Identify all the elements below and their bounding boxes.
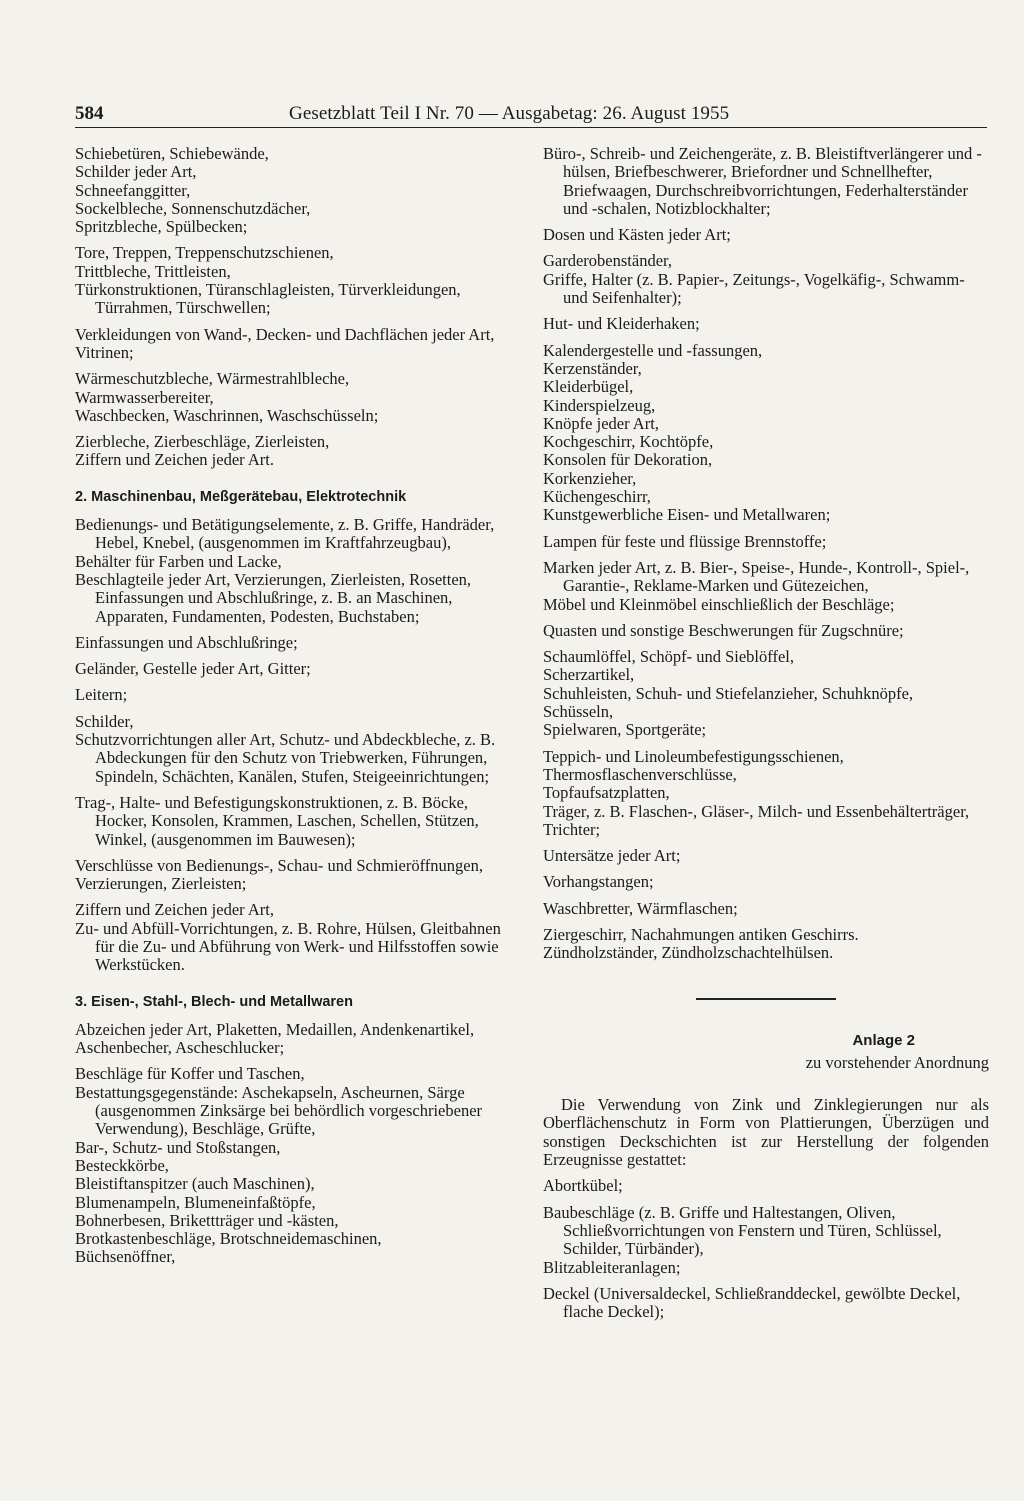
list-item: Untersätze jeder Art; xyxy=(543,846,681,866)
list-item: Geländer, Gestelle jeder Art, Gitter; xyxy=(75,659,311,679)
section-2-heading: 2. Maschinenbau, Meßgerätebau, Elektrotechnik xyxy=(75,488,407,505)
list-item: Trichter; xyxy=(543,819,601,839)
right-list xyxy=(543,145,989,963)
annex-title: Anlage 2 xyxy=(852,1031,915,1049)
list-item: Verzierungen, Zierleisten; xyxy=(75,874,247,894)
list-item: Schiebetüren, Schiebewände, xyxy=(75,144,269,163)
list-item: Verschlüsse von Bedienungs-, Schau- und Schmieröffnungen, xyxy=(75,855,483,875)
paragraph xyxy=(543,926,989,963)
paragraph xyxy=(543,1285,989,1322)
list-item: Zierbleche, Zierbeschläge, Zierleisten, xyxy=(75,432,330,452)
section-3-heading: 3. Eisen-, Stahl-, Blech- und Metallwaren xyxy=(75,993,353,1010)
paragraph xyxy=(543,847,989,865)
list-item: Trag-, Halte- und Befestigungskonstruktionen, z. B. Böcke, Hocker, Konsolen, Krammen, Laschen, Schellen, Stützen, Winkel, (ausgenommen im Bauwesen); xyxy=(75,792,479,849)
separator-rule xyxy=(696,998,836,1000)
list-item: Beschläge für Koffer und Taschen, xyxy=(75,1064,305,1084)
list-item: Behälter für Farben und Lacke, xyxy=(75,551,282,571)
paragraph xyxy=(75,145,520,236)
list-item: Wärmeschutzbleche, Wärmestrahlbleche, xyxy=(75,369,350,389)
left-column xyxy=(75,145,520,1275)
paragraph xyxy=(543,622,989,640)
list-item: Abortkübel; xyxy=(543,1176,623,1196)
list-item: Zündholzständer, Zündholzschachtelhülsen. xyxy=(543,943,834,963)
list-item: Schüsseln, xyxy=(543,702,614,722)
paragraph xyxy=(75,901,520,974)
list-item: Kleiderbügel, xyxy=(543,377,634,397)
list-item: Waschbecken, Waschrinnen, Waschschüsseln; xyxy=(75,405,379,425)
list-item: Bedienungs- und Betätigungselemente, z. B. Griffe, Handräder, Hebel, Knebel, (ausgenommen im Kraftfahrzeugbau), xyxy=(75,515,495,553)
list-item: Schutzvorrichtungen aller Art, Schutz- und Abdeckbleche, z. B. Abdeckungen für den Schutz von Triebwerken, Führungen, Spindeln, Schächten, Kanälen, Stufen, Steigeeinrichtungen; xyxy=(75,730,496,786)
paragraph xyxy=(75,1065,520,1266)
list-item: Schneefanggitter, xyxy=(75,180,191,200)
paragraph xyxy=(75,857,520,894)
list-item: Marken jeder Art, z. B. Bier-, Speise-, Hunde-, Kontroll-, Spiel-, Garantie-, Reklame-Marken und Gütezeichen, xyxy=(543,557,970,596)
list-item: Kunstgewerbliche Eisen- und Metallwaren; xyxy=(543,505,831,525)
page-header xyxy=(75,103,987,128)
list-item: Warmwasserbereiter, xyxy=(75,387,214,407)
list-item: Besteckkörbe, xyxy=(75,1155,169,1175)
list-item: Türkonstruktionen, Türanschlagleisten, Türverkleidungen, Türrahmen, Türschwellen; xyxy=(75,280,461,318)
paragraph xyxy=(543,533,989,551)
paragraph xyxy=(75,433,520,470)
list-item: Knöpfe jeder Art, xyxy=(543,413,659,433)
paragraph xyxy=(543,226,989,244)
list-item: Topfaufsatzplatten, xyxy=(543,783,670,803)
list-item: Küchengeschirr, xyxy=(543,487,651,507)
list-item: Vorhangstangen; xyxy=(543,872,654,892)
list-item: Ziffern und Zeichen jeder Art, xyxy=(75,900,274,920)
paragraph xyxy=(543,559,989,614)
list-item: Sockelbleche, Sonnenschutzdächer, xyxy=(75,198,311,218)
list-item: Schilder jeder Art, xyxy=(75,162,197,182)
list-item: Büchsenöffner, xyxy=(75,1247,176,1267)
list-item: Waschbretter, Wärmflaschen; xyxy=(543,898,738,918)
list-item: Bestattungsgegenstände: Aschekapseln, Ascheurnen, Särge (ausgenommen Zinksärge bei behördlich vorgeschriebener Verwendung), Beschläge, Grüfte, xyxy=(75,1082,483,1139)
page-number: 584 xyxy=(75,103,104,124)
list-item: Büro-, Schreib- und Zeichengeräte, z. B. Bleistiftverlängerer und -hülsen, Briefbeschwerer, Briefordner und Schnellhefter, Briefwaagen, Durchschreibvorrichtungen, Federhalterständer und -schalen, Notizblockhalter; xyxy=(543,144,982,218)
list-item: Verkleidungen von Wand-, Decken- und Dachflächen jeder Art, xyxy=(75,324,495,344)
list-item: Leitern; xyxy=(75,685,128,705)
list-item: Konsolen für Dekoration, xyxy=(543,450,713,470)
list-item: Baubeschläge (z. B. Griffe und Haltestangen, Oliven, Schließvorrichtungen von Fenstern und Türen, Schlüssel, Schilder, Türbänder), xyxy=(543,1202,942,1259)
list-item: Bar-, Schutz- und Stoßstangen, xyxy=(75,1137,281,1157)
list-item: Kinderspielzeug, xyxy=(543,395,656,415)
paragraph xyxy=(543,748,989,839)
paragraph xyxy=(75,1021,520,1058)
paragraph xyxy=(543,648,989,739)
list-item: Kalendergestelle und -fassungen, xyxy=(543,340,763,360)
list-item: Spritzbleche, Spülbecken; xyxy=(75,217,248,237)
paragraph xyxy=(75,370,520,425)
list-item: Einfassungen und Abschlußringe; xyxy=(75,632,298,652)
paragraph xyxy=(75,326,520,363)
list-item: Bleistiftanspitzer (auch Maschinen), xyxy=(75,1174,315,1194)
list-item: Deckel (Universaldeckel, Schließranddeckel, gewölbte Deckel, flache Deckel); xyxy=(543,1283,961,1322)
list-item: Garderobenständer, xyxy=(543,251,672,271)
list-item: Korkenzieher, xyxy=(543,468,637,488)
list-item: Ziergeschirr, Nachahmungen antiken Geschirrs. xyxy=(543,924,859,944)
paragraph xyxy=(75,794,520,849)
list-item: Dosen und Kästen jeder Art; xyxy=(543,225,731,245)
section-2-list xyxy=(75,516,520,975)
paragraph xyxy=(75,634,520,652)
paragraph xyxy=(543,873,989,891)
list-item: Schuhleisten, Schuh- und Stiefelanzieher, Schuhknöpfe, xyxy=(543,683,914,703)
left-top-list xyxy=(75,145,520,470)
list-item: Blitzableiteranlagen; xyxy=(543,1257,681,1277)
paragraph xyxy=(543,252,989,307)
list-item: Teppich- und Linoleumbefestigungsschienen, xyxy=(543,746,844,766)
list-item: Möbel und Kleinmöbel einschließlich der Beschläge; xyxy=(543,594,895,614)
list-item: Scherzartikel, xyxy=(543,665,635,685)
list-item: Tore, Treppen, Treppenschutzschienen, xyxy=(75,243,334,263)
list-item: Bohnerbesen, Brikettträger und -kästen, xyxy=(75,1210,339,1230)
list-item: Abzeichen jeder Art, Plaketten, Medaillen, Andenkenartikel, xyxy=(75,1019,475,1039)
paragraph xyxy=(75,660,520,678)
annex-intro: Die Verwendung von Zink und Zinklegierungen nur als Oberflächenschutz in Form von Plattierungen, Überzügen und sonstigen Deckschichten ist zur Herstellung der folgenden Erzeugnisse gestattet: xyxy=(543,1095,989,1170)
paragraph xyxy=(543,1204,989,1277)
list-item: Zu- und Abfüll-Vorrichtungen, z. B. Rohre, Hülsen, Gleitbahnen für die Zu- und Abführung von Werk- und Hilfsstoffen sowie Werkstücken. xyxy=(75,918,501,975)
paragraph xyxy=(75,686,520,704)
paragraph xyxy=(543,315,989,333)
list-item: Spielwaren, Sportgeräte; xyxy=(543,720,707,740)
annex-list xyxy=(543,1177,989,1321)
list-item: Blumenampeln, Blumeneinfaßtöpfe, xyxy=(75,1192,316,1212)
list-item: Träger, z. B. Flaschen-, Gläser-, Milch- und Essenbehälterträger, xyxy=(543,801,970,821)
list-item: Kochgeschirr, Kochtöpfe, xyxy=(543,432,714,452)
list-item: Beschlagteile jeder Art, Verzierungen, Zierleisten, Rosetten, Einfassungen und Abschlußringe, z. B. an Maschinen, Apparaten, Fundamenten, Podesten, Buchstaben; xyxy=(75,569,472,626)
list-item: Lampen für feste und flüssige Brennstoffe; xyxy=(543,531,827,551)
running-head: Gesetzblatt Teil I Nr. 70 — Ausgabetag: 26. August 1955 xyxy=(289,103,730,124)
paragraph xyxy=(75,713,520,786)
paragraph xyxy=(75,244,520,317)
paragraph xyxy=(543,900,989,918)
list-item: Hut- und Kleiderhaken; xyxy=(543,314,700,334)
paragraph xyxy=(543,1177,989,1195)
annex-subtitle: zu vorstehender Anordnung xyxy=(805,1052,989,1072)
paragraph xyxy=(75,516,520,626)
list-item: Trittbleche, Trittleisten, xyxy=(75,261,231,281)
list-item: Quasten und sonstige Beschwerungen für Zugschnüre; xyxy=(543,620,904,640)
list-item: Ziffern und Zeichen jeder Art. xyxy=(75,450,274,470)
list-item: Schaumlöffel, Schöpf- und Sieblöffel, xyxy=(543,647,794,667)
list-item: Kerzenständer, xyxy=(543,358,642,378)
paragraph xyxy=(543,145,989,218)
list-item: Aschenbecher, Ascheschlucker; xyxy=(75,1038,285,1058)
list-item: Vitrinen; xyxy=(75,342,134,362)
list-item: Griffe, Halter (z. B. Papier-, Zeitungs-, Vogelkäfig-, Schwamm- und Seifenhalter); xyxy=(543,269,965,308)
list-item: Thermosflaschenverschlüsse, xyxy=(543,764,737,784)
paragraph xyxy=(543,342,989,525)
section-3-list xyxy=(75,1021,520,1267)
right-column xyxy=(543,145,989,1329)
list-item: Brotkastenbeschläge, Brotschneidemaschinen, xyxy=(75,1229,382,1249)
list-item: Schilder, xyxy=(75,711,134,731)
